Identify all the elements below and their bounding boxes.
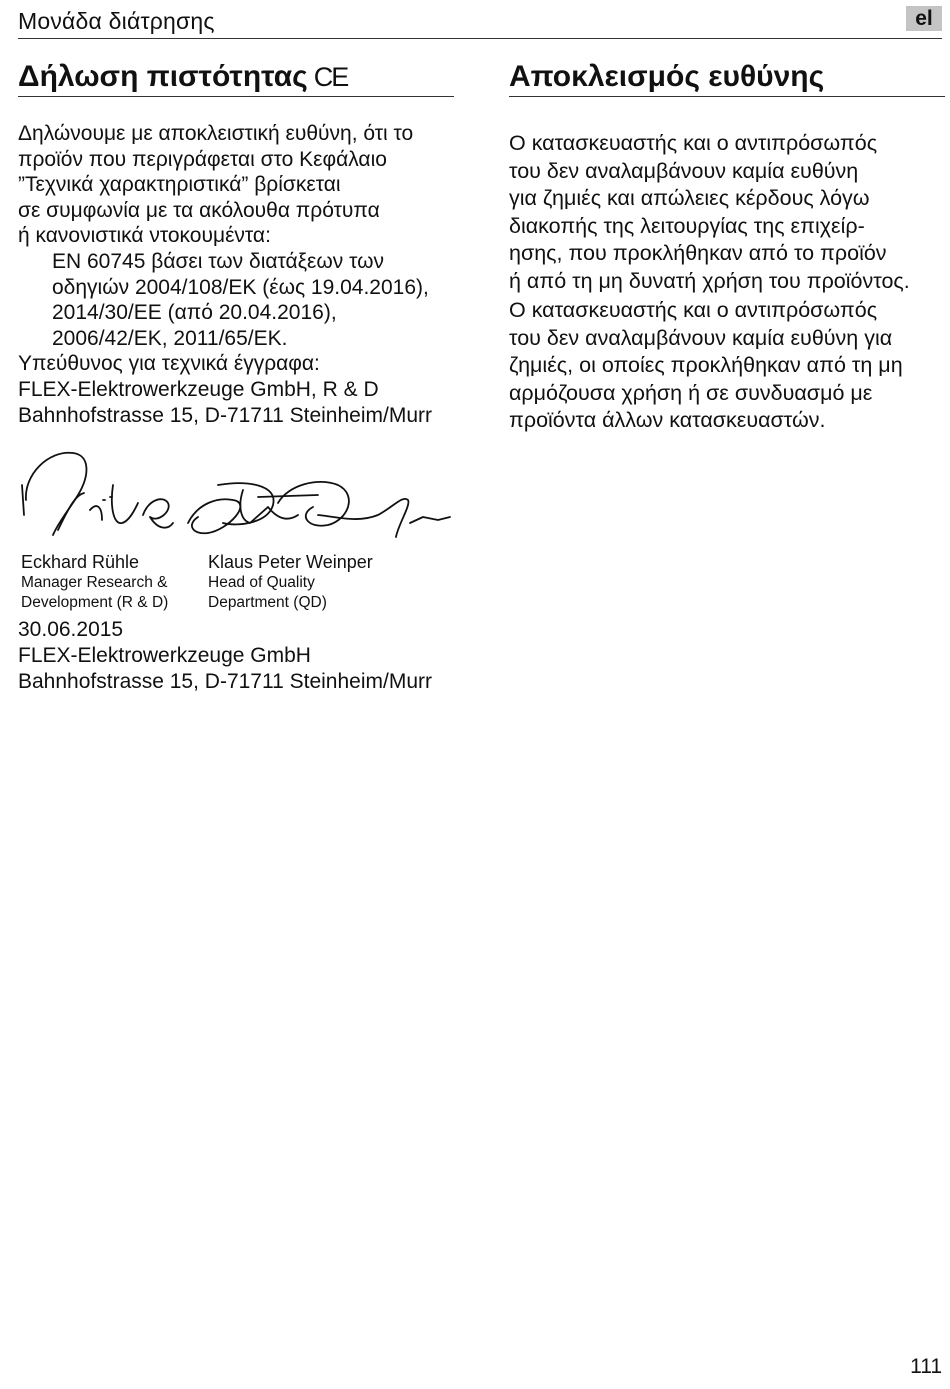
standards-line: οδηγιών 2004/108/EK (έως 19.04.2016), xyxy=(52,275,429,299)
declaration-intro-line: προϊόν που περιγράφεται στο Κεφάλαιο xyxy=(18,147,387,171)
signer-ruehle xyxy=(21,551,168,613)
disclaimer-line: διακοπής της λειτουργίας της επιχείρ- xyxy=(509,213,865,238)
company-address: Bahnhofstrasse 15, D-71711 Steinheim/Murr xyxy=(18,669,432,693)
declaration-body xyxy=(18,121,454,428)
signer-role-line: Head of Quality xyxy=(208,574,315,591)
disclaimer-section xyxy=(509,58,945,437)
disclaimer-line: ησης, που προκλήθηκαν από το προϊόν xyxy=(509,241,887,265)
disclaimer-line: του δεν αναλαμβάνουν καμία ευθύνη για xyxy=(509,325,893,350)
signer-role-line: Department (QD) xyxy=(208,594,327,611)
signer-role-line: Development (R & D) xyxy=(21,594,169,611)
disclaimer-paragraph xyxy=(509,130,945,295)
disclaimer-line: προϊόντα άλλων κατασκευαστών. xyxy=(509,408,826,432)
header-divider xyxy=(18,38,942,39)
responsible-line: Bahnhofstrasse 15, D-71711 Steinheim/Murr xyxy=(18,403,432,427)
declaration-intro-line: ή κανονιστικά ντοκουμέντα: xyxy=(18,224,271,248)
disclaimer-line: Ο κατασκευαστής και ο αντιπρόσωπός xyxy=(509,298,878,322)
page-header-title: Μονάδα διάτρησης xyxy=(18,8,215,34)
standards-line: EN 60745 βάσει των διατάξεων των xyxy=(52,249,385,273)
signatures-image xyxy=(18,445,458,545)
signer-weinper xyxy=(208,551,373,613)
declaration-intro-line: σε συμφωνία με τα ακόλουθα πρότυπα xyxy=(18,198,380,222)
signature-footer xyxy=(18,617,432,694)
page-number: 111 xyxy=(910,1355,942,1378)
disclaimer-heading: Αποκλεισμός ευθύνης xyxy=(509,58,945,97)
disclaimer-paragraph xyxy=(509,297,945,435)
disclaimer-line: αρμόζουσα χρήση ή σε συνδυασμό με xyxy=(509,380,873,405)
declaration-intro-line: Δηλώνουμε με αποκλειστική ευθύνη, ότι το xyxy=(18,122,414,145)
disclaimer-line: ζημιές, οι οποίες προκλήθηκαν από τη μη xyxy=(509,353,903,377)
signer-name: Klaus Peter Weinper xyxy=(208,552,373,572)
company-name: FLEX-Elektrowerkzeuge GmbH xyxy=(18,643,311,667)
signature-ruehle xyxy=(22,453,173,535)
disclaimer-line: του δεν αναλαμβάνουν καμία ευθύνη xyxy=(509,158,859,183)
signature-weinper xyxy=(188,482,450,537)
signer-role-line: Manager Research & xyxy=(21,574,168,591)
declaration-section xyxy=(18,58,454,428)
standards-line: 2014/30/EE (από 20.04.2016), xyxy=(52,301,337,325)
standards-line: 2006/42/EK, 2011/65/EK. xyxy=(52,326,288,350)
declaration-intro-line: ”Τεχνικά χαρακτηριστικά” βρίσκεται xyxy=(18,173,341,197)
disclaimer-line: ή από τη μη δυνατή χρήση του προϊόντος. xyxy=(509,268,910,293)
language-badge: el xyxy=(906,6,942,31)
declaration-heading-text: Δήλωση πιστότητας xyxy=(18,60,308,93)
disclaimer-line: Ο κατασκευαστής και ο αντιπρόσωπός xyxy=(509,131,878,155)
signer-name: Eckhard Rühle xyxy=(21,552,140,572)
disclaimer-line: για ζημιές και απώλειες κέρδους λόγω xyxy=(509,186,870,210)
ce-mark-icon: CE xyxy=(313,62,348,92)
signature-date: 30.06.2015 xyxy=(18,618,124,641)
responsible-line: Υπεύθυνος για τεχνικά έγγραφα: xyxy=(18,352,320,376)
declaration-heading xyxy=(18,58,454,97)
responsible-line: FLEX-Elektrowerkzeuge GmbH, R & D xyxy=(18,377,379,401)
disclaimer-body xyxy=(509,130,945,435)
